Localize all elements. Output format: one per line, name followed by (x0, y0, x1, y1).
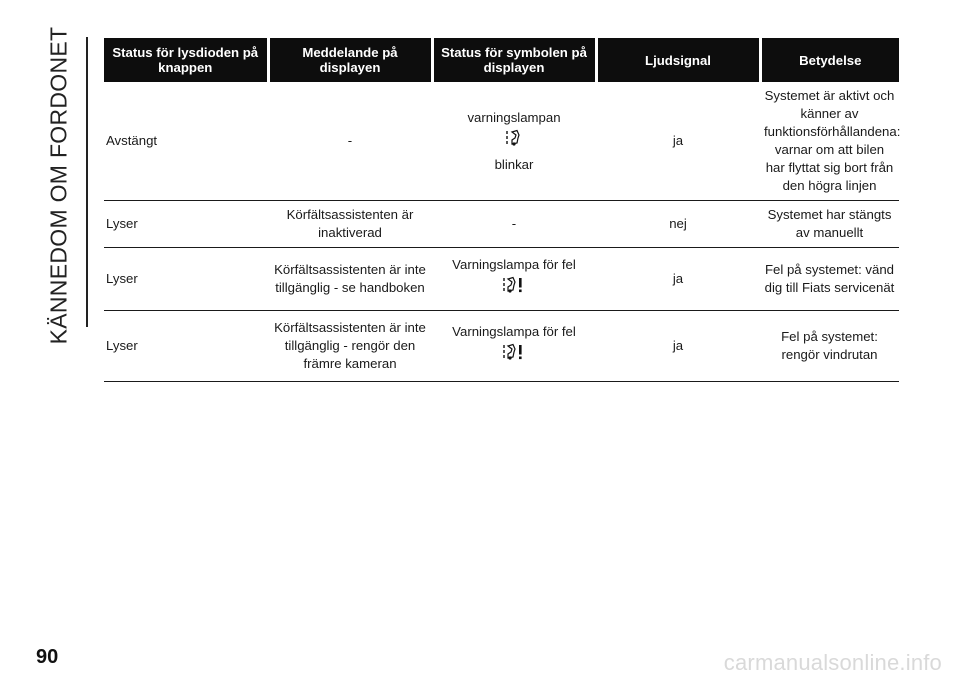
cell-led-status: Lyser (104, 201, 268, 248)
cell-led-status: Avstängt (104, 82, 268, 201)
header-display-message: Meddelande på displayen (268, 38, 432, 82)
symbol-text-bottom: blinkar (494, 156, 534, 172)
table-header-row (104, 38, 899, 82)
table-row (104, 311, 899, 382)
cell-display-message: Körfältsassistenten är inte tillgänglig - se handboken (268, 248, 432, 311)
lane-warning-icon (506, 129, 522, 147)
header-symbol-status: Status för symbolen på displayen (432, 38, 596, 82)
symbol-text: Varningslampa för fel (452, 323, 576, 339)
cell-sound: ja (596, 311, 760, 382)
cell-meaning: Fel på systemet: vänd dig till Fiats servicenät (760, 248, 899, 311)
cell-led-status: Lyser (104, 311, 268, 382)
watermark: carmanualsonline.info (723, 650, 942, 675)
symbol-text: varningslampan (467, 109, 561, 125)
section-title-text: KÄNNEDOM OM FORDONET (45, 26, 72, 344)
cell-sound: nej (596, 201, 760, 248)
cell-symbol-status (432, 82, 596, 201)
section-divider (86, 37, 88, 327)
header-led-status: Status för lysdioden på knappen (104, 38, 268, 82)
symbol-text: Varningslampa för fel (452, 256, 576, 272)
cell-meaning: Systemet är aktivt och känner av funktionsförhållandena: varnar om att bilen har flyttat sig bort från den högra linjen (760, 82, 899, 201)
section-title (34, 26, 84, 344)
cell-symbol-status (432, 311, 596, 382)
cell-meaning: Fel på systemet: rengör vindrutan (760, 311, 899, 382)
status-table (104, 38, 899, 382)
cell-display-message: - (268, 82, 432, 201)
page-number: 90 (36, 646, 59, 668)
table-row (104, 248, 899, 311)
cell-sound: ja (596, 248, 760, 311)
lane-fault-icon (503, 343, 525, 361)
cell-symbol-status (432, 248, 596, 311)
header-meaning: Betydelse (760, 38, 899, 82)
cell-display-message: Körfältsassistenten är inte tillgänglig - rengör den främre kameran (268, 311, 432, 382)
cell-symbol-status: - (432, 201, 596, 248)
table-row (104, 82, 899, 201)
lane-fault-icon (503, 276, 525, 294)
header-sound: Ljudsignal (596, 38, 760, 82)
cell-display-message: Körfältsassistenten är inaktiverad (268, 201, 432, 248)
cell-meaning: Systemet har stängts av manuellt (760, 201, 899, 248)
cell-sound: ja (596, 82, 760, 201)
cell-led-status: Lyser (104, 248, 268, 311)
table-row (104, 201, 899, 248)
